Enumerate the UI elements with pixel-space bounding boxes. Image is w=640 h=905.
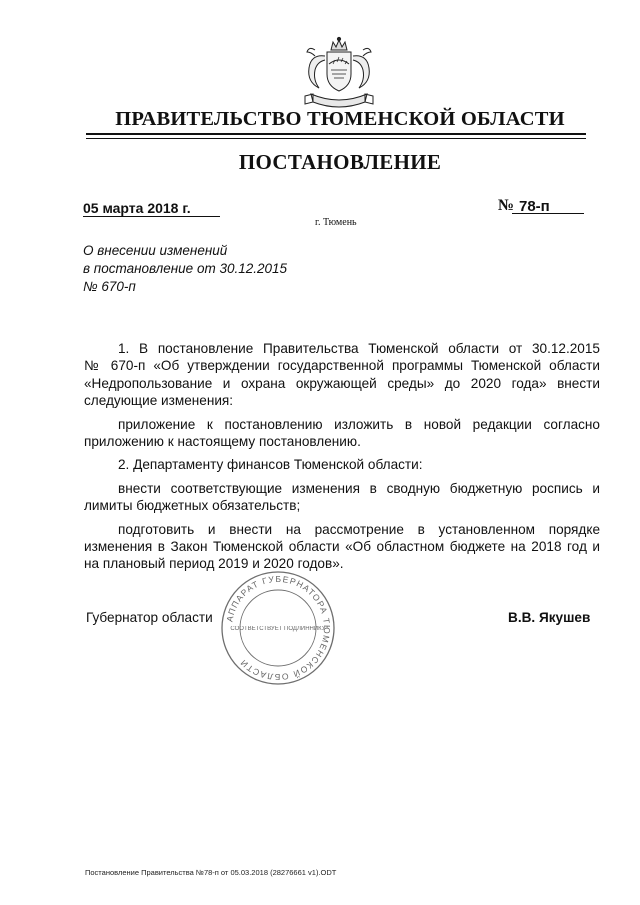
signatory-position: Губернатор области <box>86 610 213 625</box>
date-underline <box>83 216 220 217</box>
body-line: «Недропользование и охрана окружающей среды» до 2020 года» внести <box>84 375 600 391</box>
document-date: 05 марта 2018 г. <box>83 200 191 216</box>
body-line: подготовить и внести на рассмотрение в установленном порядке <box>118 521 600 537</box>
subject-line: в постановление от 30.12.2015 <box>83 261 288 276</box>
header-rule-thin <box>86 138 586 139</box>
body-line: лимиты бюджетных обязательств; <box>84 498 301 514</box>
stamp-inner-text: СООТВЕТСТВУЕТ ПОДЛИННИКУ <box>230 626 326 632</box>
document-body <box>84 340 600 573</box>
subject-line: № 670-п <box>83 279 136 294</box>
document-type-title: ПОСТАНОВЛЕНИЕ <box>238 150 442 174</box>
body-line: 2. Департаменту финансов Тюменской области: <box>118 457 423 473</box>
body-line: приложению к настоящему постановлению. <box>84 434 361 450</box>
subject-line: О внесении изменений <box>83 243 228 258</box>
body-line: приложение к постановлению изложить в новой редакции согласно <box>118 416 600 432</box>
government-title: ПРАВИТЕЛЬСТВО ТЮМЕНСКОЙ ОБЛАСТИ <box>115 108 565 130</box>
number-sign: № <box>498 197 515 214</box>
number-underline <box>512 213 584 214</box>
official-stamp <box>218 568 338 688</box>
body-line: изменения в Закон Тюменской области «Об областном бюджете на 2018 год и <box>84 539 600 555</box>
signatory-name: В.В. Якушев <box>508 610 591 625</box>
city-label: г. Тюмень <box>315 217 357 228</box>
header-rule-thick <box>86 133 586 135</box>
body-line: внести соответствующие изменения в сводную бюджетную роспись и <box>118 480 600 496</box>
body-line: 1. В постановление Правительства Тюменской области от 30.12.2015 <box>118 341 600 356</box>
coat-of-arms-emblem <box>293 36 385 114</box>
stamp-ring-text: АППАРАТ ГУБЕРНАТОРА ТЮМЕНСКОЙ ОБЛАСТИ <box>224 573 333 683</box>
body-line: № 670-п «Об утверждении государственной программы Тюменской области <box>84 358 600 374</box>
body-line: следующие изменения: <box>84 393 234 409</box>
body-line: на плановый период 2019 и 2020 годов». <box>84 556 344 572</box>
document-footer: Постановление Правительства №78-п от 05.03.2018 (28276661 v1).ODT <box>85 868 337 877</box>
document-subject <box>83 242 287 296</box>
document-number: 78-п <box>519 198 550 215</box>
